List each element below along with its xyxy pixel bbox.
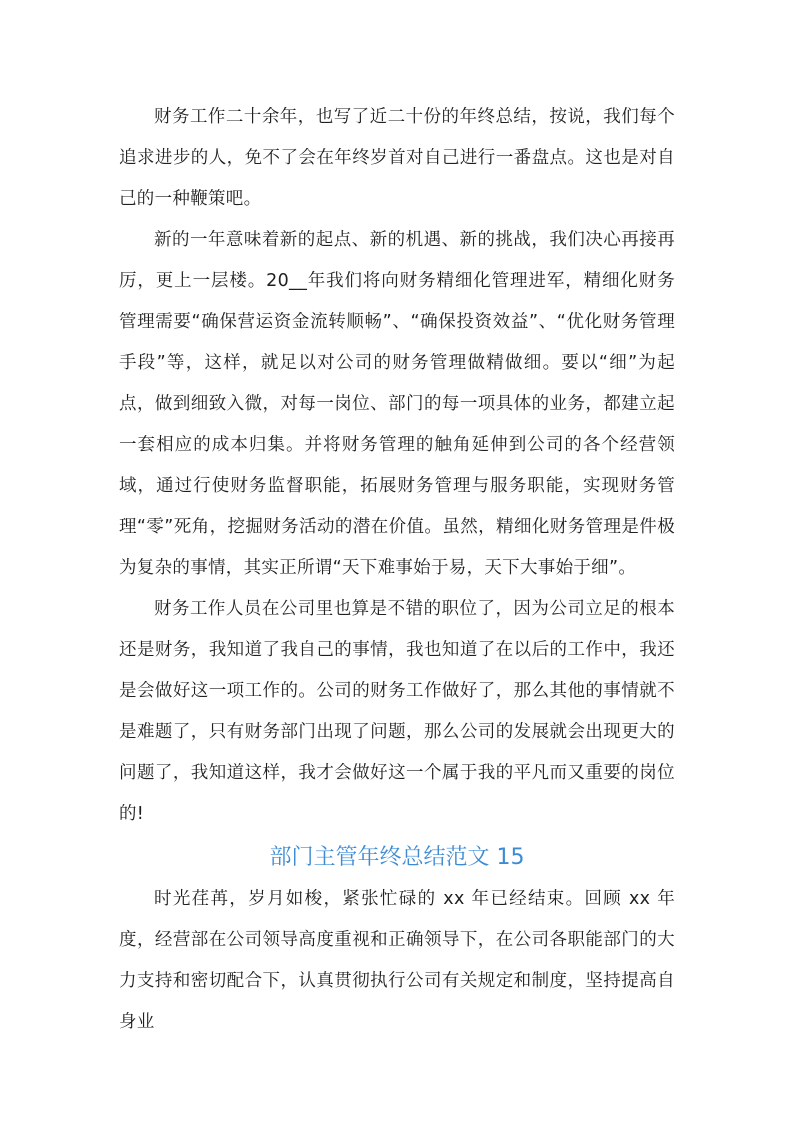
document-page (119, 97, 675, 1043)
paragraph-year-end-reflection: 财务工作二十余年，也写了近二十份的年终总结，按说，我们每个追求进步的人，免不了会在年终岁首对自己进行一番盘点。这也是对自己的一种鞭策吧。 (119, 107, 675, 209)
paragraph-section-intro: 时光荏苒，岁月如梭，紧张忙碌的 xx 年已经结束。回顾 xx 年度，经营部在公司领导高度重视和正确领导下，在公司各职能部门的大力支持和密切配合下，认真贯彻执行公司有关规定和制度，坚持提高自身业 (119, 889, 675, 1032)
section-heading: 部门主管年终总结范文 15 (269, 845, 525, 870)
paragraph-finance-role: 财务工作人员在公司里也算是不错的职位了，因为公司立足的根本还是财务，我知道了我自己的事情，我也知道了在以后的工作中，我还是会做好这一项工作的。公司的财务工作做好了，那么其他的事情就不是难题了，只有财务部门出现了问题，那么公司的发展就会出现更大的问题了，我知道这样，我才会做好这一个属于我的平凡而又重要的岗位的! (119, 599, 675, 824)
paragraph-new-year-plan: 新的一年意味着新的起点、新的机遇、新的挑战，我们决心再接再厉，更上一层楼。20__年我们将向财务精细化管理进军，精细化财务管理需要“确保营运资金流转顺畅”、“确保投资效益”、“优化财务管理手段”等，这样，就足以对公司的财务管理做精做细。要以“细”为起点，做到细致入微，对每一岗位、部门的每一项具体的业务，都建立起一套相应的成本归集。并将财务管理的触角延伸到公司的各个经营领域，通过行使财务监督职能，拓展财务管理与服务职能，实现财务管理“零”死角，挖掘财务活动的潜在价值。虽然，精细化财务管理是件极为复杂的事情，其实正所谓“天下难事始于易，天下大事始于细”。 (119, 230, 675, 578)
